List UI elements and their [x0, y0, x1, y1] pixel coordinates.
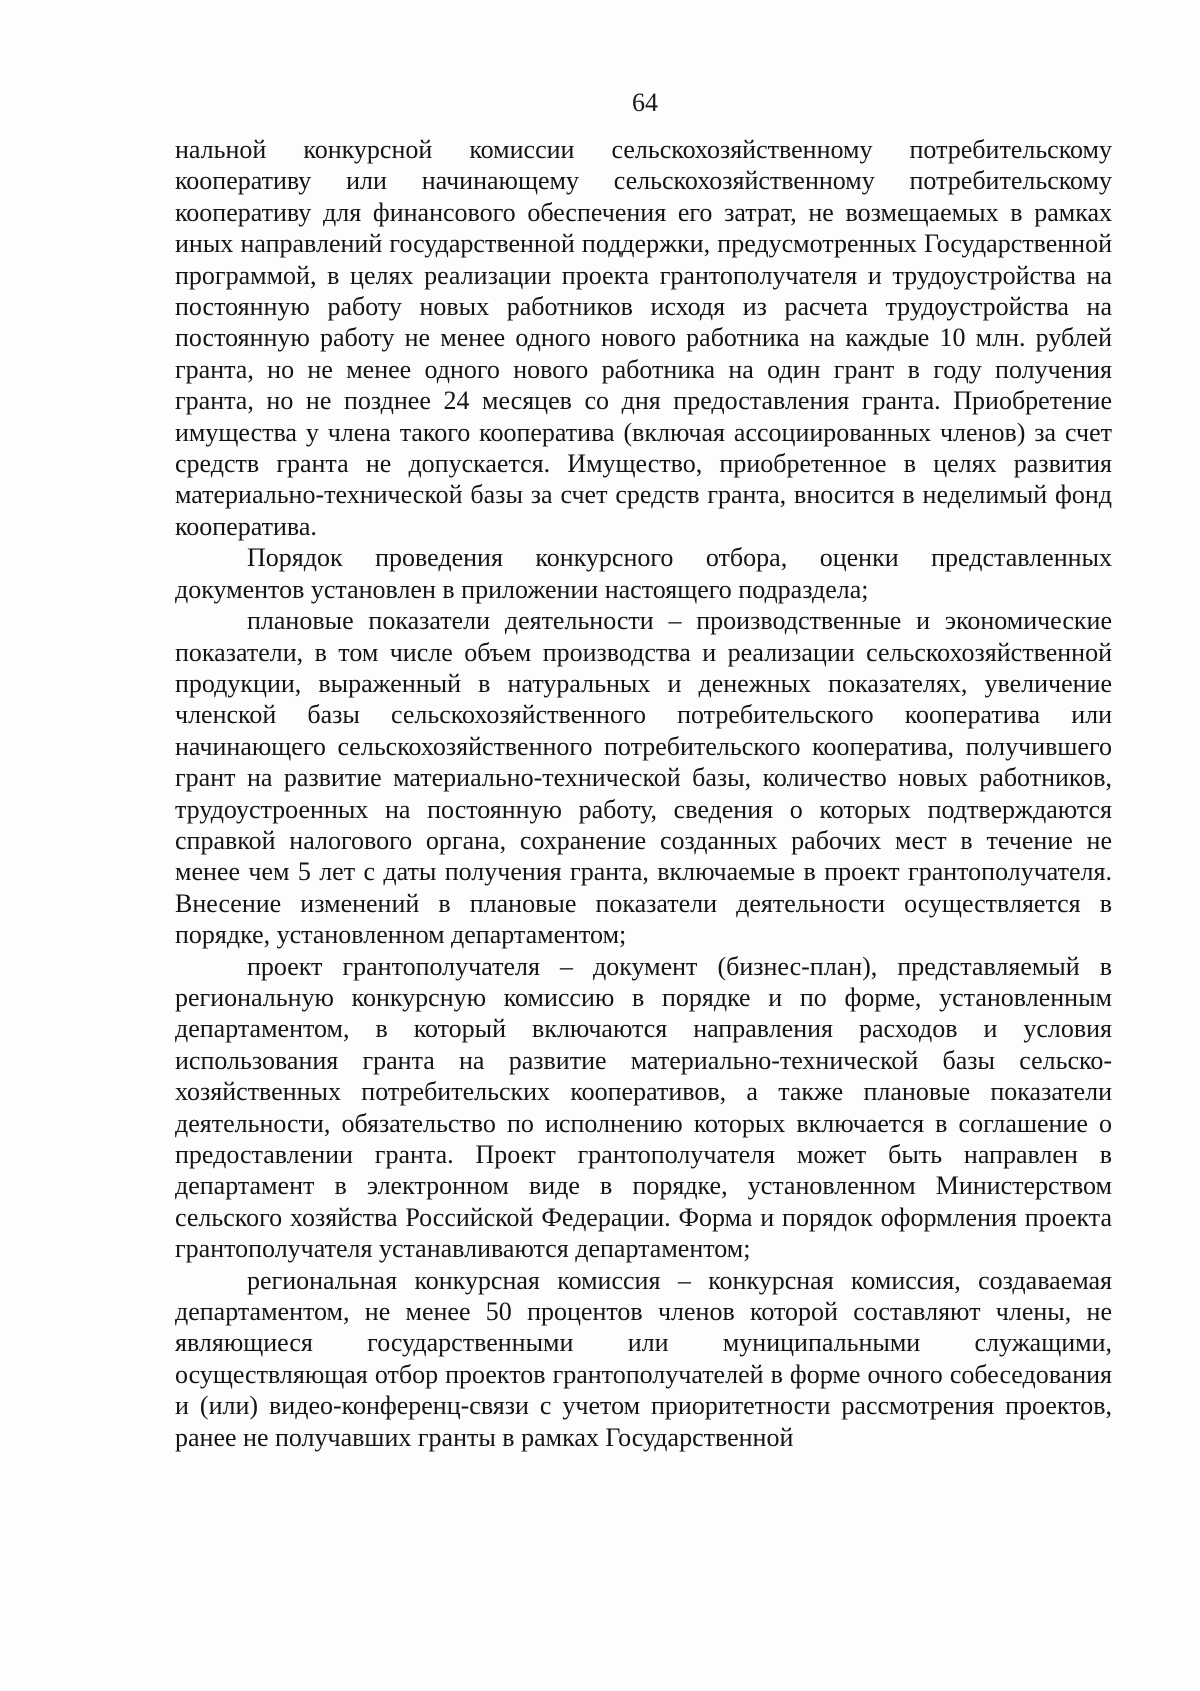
paragraph-grant-definition-end: нальной конкурсной комиссии сельскохозяйственному потребительскому кооперативу или начинающему сельскохозяйственному потребительскому кооперативу для финансового обеспечения его затрат, не возмещаемых в рамках иных направлений государственной поддержки, предусмотренных Государственной программой, в целях реализации проекта грантополучателя и трудоустройства на постоянную работу новых работников исходя из расчета трудоустройства на постоянную работу не менее одного нового работника на каждые 10 млн. рублей гранта, но не менее одного нового работника на один грант в году получения гранта, но не позднее 24 месяцев со дня предоставления гранта. Приобретение имущества у члена такого кооператива (включая ассоциированных членов) за счет средств гранта не допускается. Имущество, приобретенное в целях развития материально-технической базы за счет средств гранта, вносится в неделимый фонд кооператива. [175, 135, 1112, 541]
paragraph-selection-procedure: Порядок проведения конкурсного отбора, оценки представленных документов установлен в приложении настоящего подраздела; [175, 543, 1112, 604]
paragraph-planned-indicators: плановые показатели деятельности – производственные и экономические показатели, в том числе объем производства и реализации сельскохозяйственной продукции, выраженный в натуральных и денежных показателях, увеличение членской базы сельскохозяйственного потребительского кооператива или начинающего сельскохозяйственного потребительского кооператива, получившего грант на развитие материально-технической базы, количество новых работников, трудоустроенных на постоянную работу, сведения о которых подтверждаются справкой налогового органа, сохранение созданных рабочих мест в течение не менее чем 5 лет с даты получения гранта, включаемые в проект грантополучателя. Внесение изменений в плановые показатели деятельности осуществляется в порядке, установленном департаментом; [175, 606, 1112, 950]
page-number: 64 [632, 88, 658, 117]
paragraph-grantee-project: проект грантополучателя – документ (бизнес-план), представляемый в региональную конкурсную комиссию в порядке и по форме, установленным департаментом, в который включаются направления расходов и условия использования гранта на развитие материально-технической базы сельскохозяйственных потребительских кооперативов, а также плановые показатели деятельности, обязательство по исполнению которых включается в соглашение о предоставлении гранта. Проект грантополучателя может быть направлен в департамент в электронном виде в порядке, установленном Министерством сельского хозяйства Российской Федерации. Форма и порядок оформления проекта грантополучателя устанавливаются департаментом; [175, 951, 1112, 1264]
document-body [175, 134, 1112, 1453]
paragraph-regional-commission: региональная конкурсная комиссия – конкурсная комиссия, создаваемая департаментом, не менее 50 процентов членов которой составляют члены, не являющиеся государственными или муниципальными служащими, осуществляющая отбор проектов грантополучателей в форме очного собеседования и (или) видео-конференц-связи с учетом приоритетности рассмотрения проектов, ранее не получавших гранты в рамках Государственной [175, 1265, 1112, 1452]
